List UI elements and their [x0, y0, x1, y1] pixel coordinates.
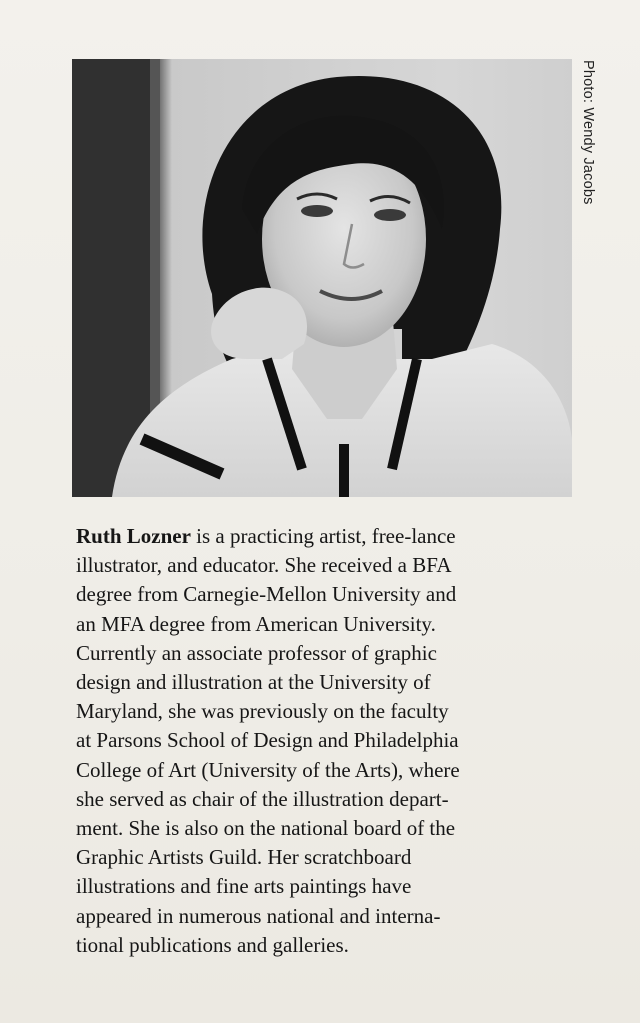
- bio-line: she served as chair of the illustration depart-: [76, 786, 449, 811]
- photo-credit-text: Photo: Wendy Jacobs: [580, 60, 596, 205]
- bio-line: an MFA degree from American University.: [76, 611, 436, 636]
- bio-line: Maryland, she was previously on the faculty: [76, 699, 449, 724]
- bio-line: illustrator, and educator. She received a BFA: [76, 553, 452, 578]
- portrait-photo: [72, 59, 572, 497]
- bio-line: Ruth Lozner is a practicing artist, free-lance: [76, 524, 456, 548]
- bio-line: tional publications and galleries.: [76, 932, 349, 957]
- bio-line: degree from Carnegie-Mellon University and: [76, 582, 457, 607]
- bio-line: ment. She is also on the national board of the: [76, 816, 456, 841]
- bio-line: appeared in numerous national and interna-: [76, 903, 441, 928]
- bio-line: illustrations and fine arts paintings have: [76, 874, 412, 899]
- photo-credit: [576, 60, 600, 260]
- author-name: Ruth Lozner: [76, 524, 191, 548]
- bio-line: at Parsons School of Design and Philadelphia: [76, 728, 459, 753]
- bio-line: Currently an associate professor of graphic: [76, 640, 437, 665]
- bio-line: design and illustration at the University of: [76, 670, 431, 695]
- bio-line: College of Art (University of the Arts), where: [76, 757, 460, 782]
- biography-paragraph: [76, 522, 576, 960]
- portrait-image: [72, 59, 572, 497]
- bio-line: Graphic Artists Guild. Her scratchboard: [76, 845, 412, 870]
